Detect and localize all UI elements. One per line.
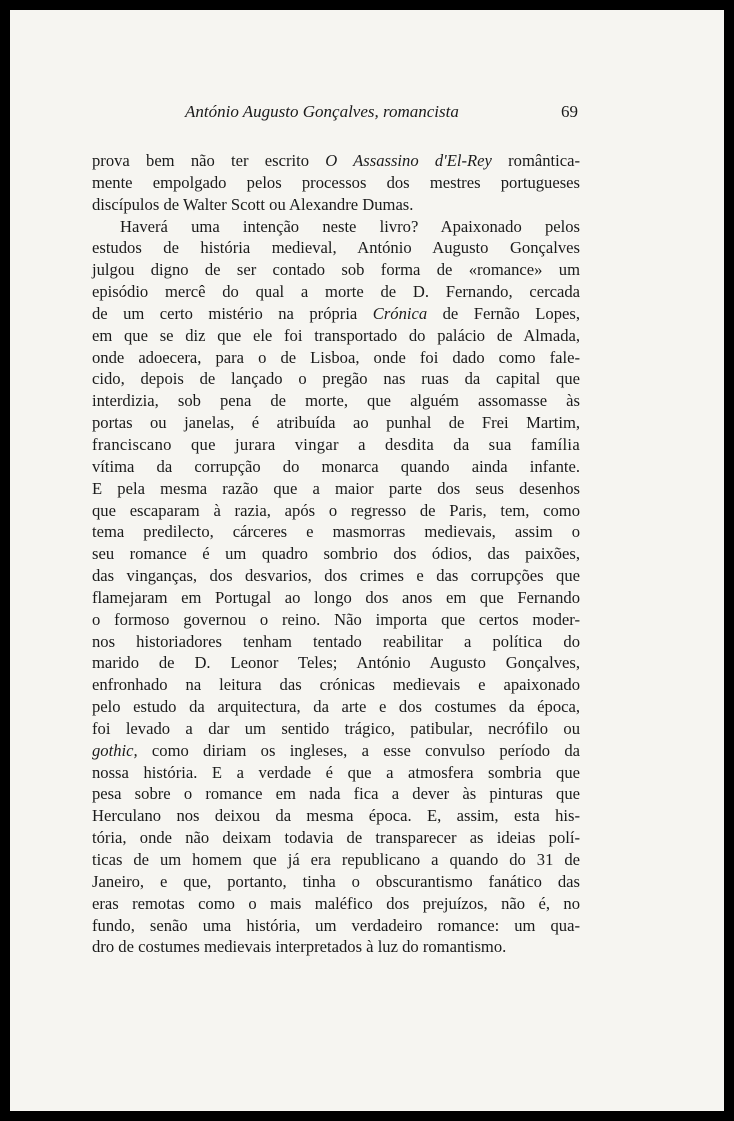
text-line: pelo estudo da arquitectura, da arte e dos costumes da época, (92, 697, 580, 717)
text-line: fundo, senão uma história, um verdadeiro romance: um qua- (92, 915, 580, 935)
text-line: prova bem não ter escrito O Assassino d'El-Rey romântica- (92, 151, 580, 170)
text-line: Haverá uma intenção neste livro? Apaixonado pelos (120, 216, 580, 236)
text-line: ticas de um homem que já era republicano a quando do 31 de (92, 850, 580, 869)
text-line: gothic, como diriam os ingleses, a esse convulso período da (92, 740, 580, 760)
text-line: estudos de história medieval, António Augusto Gonçalves (92, 238, 580, 258)
text-line: marido de D. Leonor Teles; António Augusto Gonçalves, (92, 653, 580, 673)
text-line: discípulos de Walter Scott ou Alexandre Dumas. (92, 194, 414, 214)
text-line: mente empolgado pelos processos dos mestres portugueses (92, 172, 580, 192)
book-page (10, 10, 724, 1111)
text-line: nossa história. E a verdade é que a atmosfera sombria que (92, 762, 580, 782)
text-line: franciscano que jurara vingar a desdita da sua família (92, 434, 580, 454)
text-line: interdizia, sob pena de morte, que alguém assomasse às (92, 391, 580, 411)
text-line: das vinganças, dos desvarios, dos crimes e das corrupções que (92, 566, 580, 586)
text-line: dro de costumes medievais interpretados à luz do romantismo. (92, 937, 507, 957)
text-line: Herculano nos deixou da mesma época. E, assim, esta his- (92, 806, 580, 826)
text-line: eras remotas como o mais maléfico dos prejuízos, não é, no (92, 893, 580, 913)
text-line: cido, depois de lançado o pregão nas ruas da capital que (92, 369, 580, 389)
body-text (92, 150, 580, 958)
text-line: tema predilecto, cárceres e masmorras medievais, assim o (92, 522, 580, 542)
text-line: enfronhado na leitura das crónicas medievais e apaixonado (92, 675, 580, 695)
text-line: tória, onde não deixam todavia de transparecer as ideias polí- (92, 828, 580, 848)
text-line: foi levado a dar um sentido trágico, patibular, necrófilo ou (92, 718, 580, 738)
text-line: vítima da corrupção do monarca quando ainda infante. (92, 456, 580, 476)
text-line: E pela mesma razão que a maior parte dos seus desenhos (92, 478, 580, 498)
running-head-title: António Augusto Gonçalves, romancista (185, 102, 459, 121)
text-line: seu romance é um quadro sombrio dos ódios, das paixões, (92, 544, 580, 564)
text-line: onde adoecera, para o de Lisboa, onde foi dado como fale- (92, 347, 580, 367)
text-line: Janeiro, e que, portanto, tinha o obscurantismo fanático das (92, 871, 580, 891)
text-line: em que se diz que ele foi transportado do palácio de Almada, (92, 325, 580, 345)
page-number: 69 (561, 102, 578, 121)
text-line: pesa sobre o romance em nada fica a dever às pinturas que (92, 784, 580, 804)
text-line: flamejaram em Portugal ao longo dos anos em que Fernando (92, 587, 580, 607)
text-line: de um certo mistério na própria Crónica de Fernão Lopes, (92, 303, 580, 323)
text-line: julgou digno de ser contado sob forma de «romance» um (92, 260, 580, 280)
text-line: portas ou janelas, é atribuída ao punhal de Frei Martim, (92, 413, 580, 433)
text-line: nos historiadores tenham tentado reabilitar a política do (92, 631, 580, 651)
text-line: o formoso governou o reino. Não importa que certos moder- (92, 609, 580, 629)
text-line: episódio mercê do qual a morte de D. Fernando, cercada (92, 282, 580, 302)
text-line: que escaparam à razia, após o regresso de Paris, tem, como (92, 500, 580, 520)
